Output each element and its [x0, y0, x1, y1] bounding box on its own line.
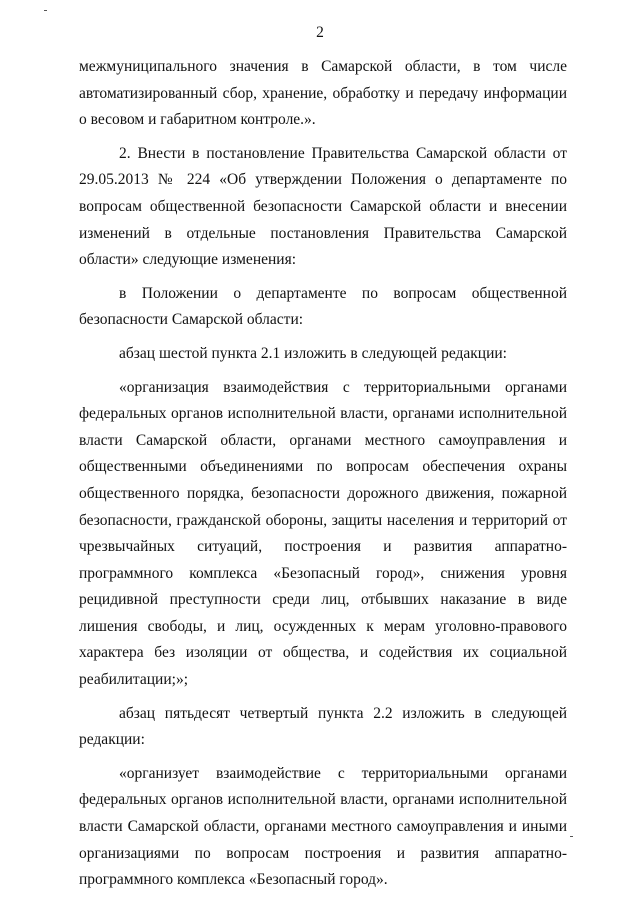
document-body — [79, 54, 567, 894]
scan-speck — [44, 10, 47, 11]
paragraph-in-regulation: в Положении о департаменте по вопросам общественной безопасности Самарской области: — [79, 284, 567, 329]
scan-speck — [570, 836, 573, 837]
paragraph-quote-organizes: «организует взаимодействие с территориальными органами федеральных органов исполнительной власти, органами исполнительной власти Самарской области, органами местного самоуправления и иными организациями по вопросам построения и развития аппаратно-программного комплекса «Безопасный город». — [79, 764, 567, 889]
paragraph-point-2-2: абзац пятьдесят четвертый пункта 2.2 изложить в следующей редакции: — [79, 704, 567, 749]
paragraph-quote-organization: «организация взаимодействия с территориальными органами федеральных органов исполнительной власти, органами исполнительной власти Самарской области, органами местного самоуправления и общественными объединениями по вопросам обеспечения охраны общественного порядка, безопасности дорожного движения, пожарной безопасности, гражданской обороны, защиты населения и территорий от чрезвычайных ситуаций, построения и развития аппаратно-программного комплекса «Безопасный город», снижения уровня рецидивной преступности среди лиц, отбывших наказание в виде лишения свободы, и лиц, осужденных к мерам уголовно-правового характера без изоляции от общества, и содействия их социальной реабилитации;»; — [79, 378, 567, 689]
paragraph-amendment-item-2: 2. Внести в постановление Правительства Самарской области от 29.05.2013 № 224 «Об утверждении Положения о департаменте по вопросам общественной безопасности Самарской области и внесении изменений в отдельные постановления Правительства Самарской области» следующие изменения: — [79, 144, 567, 269]
page-number: 2 — [316, 24, 324, 41]
paragraph-continuation: межмуниципального значения в Самарской области, в том числе автоматизированный сбор, хранение, обработку и передачу информации о весовом и габаритном контроле.». — [79, 58, 567, 129]
paragraph-point-2-1: абзац шестой пункта 2.1 изложить в следующей редакции: — [119, 344, 507, 362]
